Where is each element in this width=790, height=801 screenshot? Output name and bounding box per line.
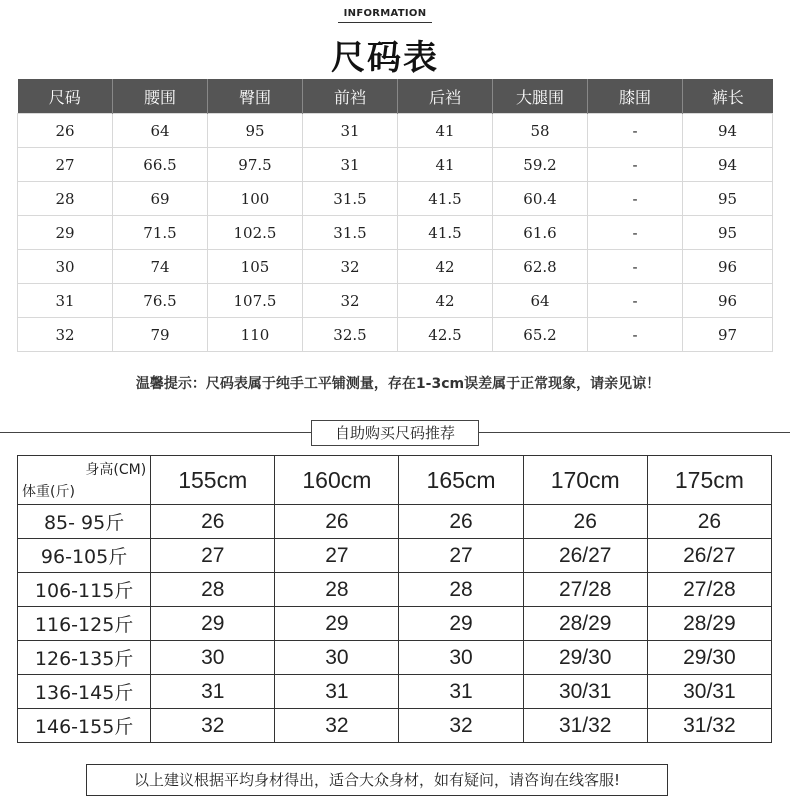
table-cell: 71.5	[113, 216, 208, 250]
header-length: 裤长	[683, 79, 773, 114]
size-table-header-row	[18, 79, 773, 114]
table-cell: 58	[493, 114, 588, 148]
table-cell: 42	[398, 284, 493, 318]
table-cell: 32.5	[303, 318, 398, 352]
table-cell: 30	[18, 250, 113, 284]
table-row	[18, 216, 773, 250]
table-row	[18, 318, 773, 352]
corner-weight-label: 体重(斤)	[22, 484, 75, 500]
table-cell: 26/27	[647, 539, 771, 573]
table-cell: 32	[303, 284, 398, 318]
table-cell: 59.2	[493, 148, 588, 182]
weight-range: 85- 95斤	[18, 505, 151, 539]
table-cell: 95	[683, 182, 773, 216]
header-front-rise: 前裆	[303, 79, 398, 114]
table-cell: 28/29	[647, 607, 771, 641]
weight-range: 106-115斤	[18, 573, 151, 607]
table-cell: 41.5	[398, 182, 493, 216]
table-cell: 97.5	[208, 148, 303, 182]
table-cell: 28/29	[523, 607, 647, 641]
table-row	[18, 641, 772, 675]
corner-height-label: 身高(CM)	[85, 462, 147, 478]
table-cell: 31	[303, 148, 398, 182]
information-underline	[338, 22, 432, 23]
table-cell: 95	[208, 114, 303, 148]
weight-range: 116-125斤	[18, 607, 151, 641]
table-cell: -	[588, 318, 683, 352]
table-row	[18, 505, 772, 539]
table-cell: 31	[399, 675, 523, 709]
table-cell: 29	[275, 607, 399, 641]
table-cell: 26	[647, 505, 771, 539]
table-cell: -	[588, 284, 683, 318]
header-hip: 臀围	[208, 79, 303, 114]
table-cell: 28	[275, 573, 399, 607]
header-waist: 腰围	[113, 79, 208, 114]
table-cell: 41	[398, 114, 493, 148]
table-row	[18, 182, 773, 216]
height-header: 155cm	[151, 456, 275, 505]
table-cell: 31/32	[523, 709, 647, 743]
table-cell: 107.5	[208, 284, 303, 318]
height-header: 160cm	[275, 456, 399, 505]
page-title: 尺码表	[331, 38, 439, 78]
table-cell: 41	[398, 148, 493, 182]
table-cell: 27	[275, 539, 399, 573]
table-cell: -	[588, 250, 683, 284]
table-cell: 29	[151, 607, 275, 641]
corner-cell	[18, 456, 151, 505]
table-cell: 31.5	[303, 216, 398, 250]
table-cell: 32	[275, 709, 399, 743]
table-cell: 96	[683, 284, 773, 318]
table-cell: 42.5	[398, 318, 493, 352]
height-header: 170cm	[523, 456, 647, 505]
table-cell: 28	[18, 182, 113, 216]
table-cell: 102.5	[208, 216, 303, 250]
weight-range: 96-105斤	[18, 539, 151, 573]
header-back-rise: 后裆	[398, 79, 493, 114]
table-cell: 64	[493, 284, 588, 318]
table-cell: 29/30	[523, 641, 647, 675]
table-cell: 26	[18, 114, 113, 148]
table-cell: -	[588, 182, 683, 216]
table-cell: 26	[399, 505, 523, 539]
table-cell: 29	[18, 216, 113, 250]
table-cell: 27/28	[647, 573, 771, 607]
header-thigh: 大腿围	[493, 79, 588, 114]
table-cell: 105	[208, 250, 303, 284]
size-table	[17, 79, 773, 352]
table-row	[18, 709, 772, 743]
table-cell: 41.5	[398, 216, 493, 250]
table-cell: 26	[523, 505, 647, 539]
table-cell: 30/31	[523, 675, 647, 709]
table-row	[18, 148, 773, 182]
table-row	[18, 573, 772, 607]
table-cell: 31/32	[647, 709, 771, 743]
table-cell: 31	[151, 675, 275, 709]
table-cell: 30	[275, 641, 399, 675]
table-cell: 66.5	[113, 148, 208, 182]
table-cell: 64	[113, 114, 208, 148]
table-cell: 100	[208, 182, 303, 216]
height-header: 175cm	[647, 456, 771, 505]
table-row	[18, 284, 773, 318]
table-cell: 96	[683, 250, 773, 284]
table-cell: 30	[151, 641, 275, 675]
table-cell: 27	[399, 539, 523, 573]
table-cell: 31	[275, 675, 399, 709]
table-cell: 31	[303, 114, 398, 148]
table-cell: 79	[113, 318, 208, 352]
table-cell: 69	[113, 182, 208, 216]
table-cell: 28	[399, 573, 523, 607]
table-cell: 61.6	[493, 216, 588, 250]
table-cell: 27	[151, 539, 275, 573]
table-cell: 27/28	[523, 573, 647, 607]
table-cell: 97	[683, 318, 773, 352]
table-cell: 26	[275, 505, 399, 539]
table-cell: 31.5	[303, 182, 398, 216]
table-cell: 26	[151, 505, 275, 539]
table-cell: 28	[151, 573, 275, 607]
header-size: 尺码	[18, 79, 113, 114]
table-cell: 29/30	[647, 641, 771, 675]
table-cell: 26/27	[523, 539, 647, 573]
table-cell: 65.2	[493, 318, 588, 352]
table-row	[18, 607, 772, 641]
table-cell: 29	[399, 607, 523, 641]
table-cell: 30/31	[647, 675, 771, 709]
measurement-tip: 温馨提示：尺码表属于纯手工平铺测量，存在1-3cm误差属于正常现象，请亲见谅！	[135, 376, 661, 392]
header-knee: 膝围	[588, 79, 683, 114]
table-cell: 74	[113, 250, 208, 284]
table-cell: -	[588, 114, 683, 148]
rec-header-row	[18, 456, 772, 505]
height-header: 165cm	[399, 456, 523, 505]
weight-range: 136-145斤	[18, 675, 151, 709]
table-cell: 32	[18, 318, 113, 352]
table-cell: -	[588, 148, 683, 182]
recommendation-table	[17, 455, 772, 743]
table-cell: 32	[303, 250, 398, 284]
table-cell: 27	[18, 148, 113, 182]
table-cell: 62.8	[493, 250, 588, 284]
table-cell: 94	[683, 148, 773, 182]
table-cell: 30	[399, 641, 523, 675]
table-cell: 76.5	[113, 284, 208, 318]
table-row	[18, 114, 773, 148]
table-cell: 31	[18, 284, 113, 318]
table-cell: -	[588, 216, 683, 250]
table-row	[18, 675, 772, 709]
table-row	[18, 539, 772, 573]
table-cell: 95	[683, 216, 773, 250]
table-cell: 94	[683, 114, 773, 148]
recommendation-note: 以上建议根据平均身材得出，适合大众身材，如有疑问，请咨询在线客服!	[86, 764, 668, 796]
table-cell: 32	[399, 709, 523, 743]
weight-range: 126-135斤	[18, 641, 151, 675]
table-cell: 42	[398, 250, 493, 284]
table-cell: 110	[208, 318, 303, 352]
table-row	[18, 250, 773, 284]
table-cell: 32	[151, 709, 275, 743]
recommendation-title: 自助购买尺码推荐	[311, 420, 479, 446]
information-label: INFORMATION	[343, 8, 427, 19]
weight-range: 146-155斤	[18, 709, 151, 743]
table-cell: 60.4	[493, 182, 588, 216]
